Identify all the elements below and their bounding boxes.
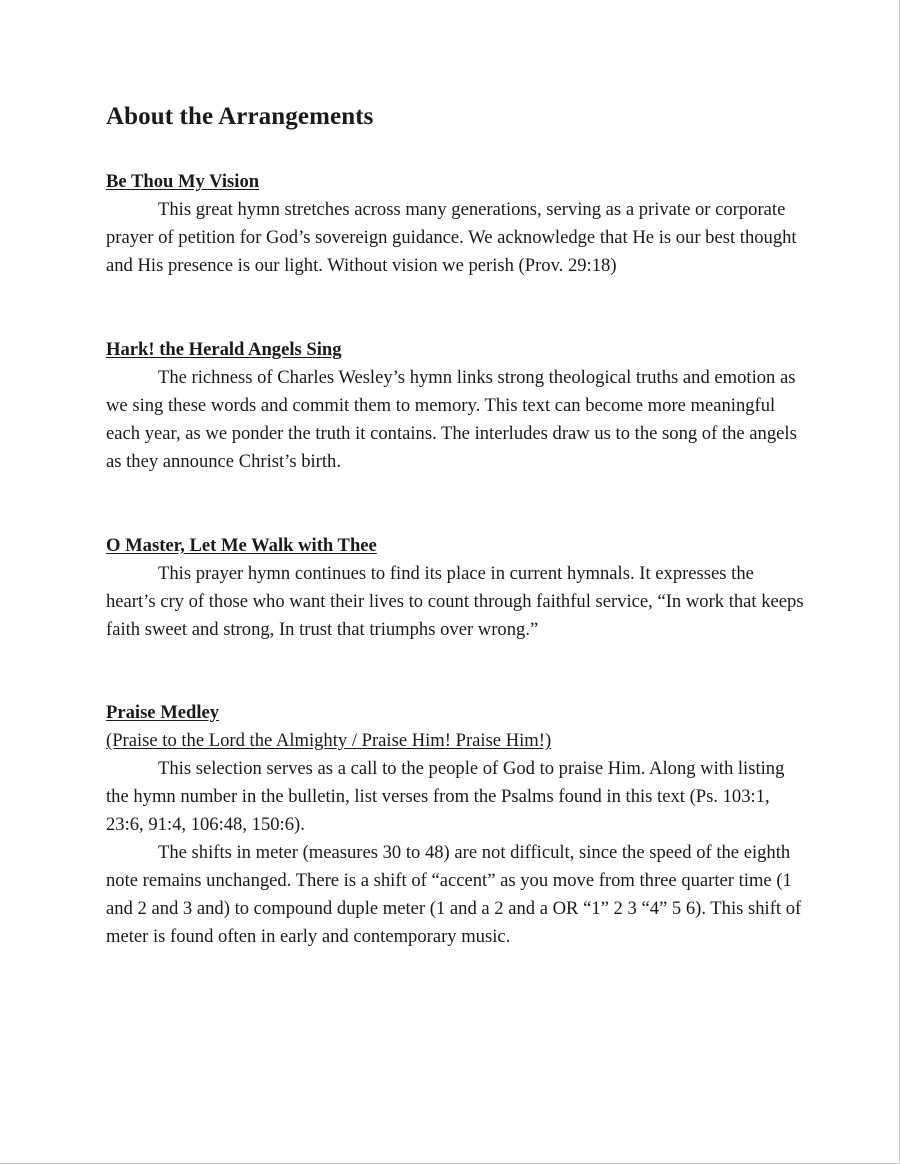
section-paragraph: The richness of Charles Wesley’s hymn links strong theological truths and emotion as we sing these words and commit them to memory. This text can become more meaningful each year, as we ponder the truth it contains. The interludes draw us to the song of the angels as they announce Christ’s birth.	[106, 367, 797, 472]
section-paragraph: This great hymn stretches across many generations, serving as a private or corporate prayer of petition for God’s sovereign guidance. We acknowledge that He is our best thought and His presence is our light. Without vision we perish (Prov. 29:18)	[106, 199, 797, 276]
section-title: Hark! the Herald Angels Sing	[106, 339, 342, 360]
section-hark-the-herald-angels-sing	[106, 336, 806, 476]
section-praise-medley	[106, 699, 806, 951]
section-paragraph: This prayer hymn continues to find its place in current hymnals. It expresses the heart’s cry of those who want their lives to count through faithful service, “In work that keeps faith sweet and strong, In trust that triumphs over wrong.”	[106, 563, 804, 640]
section-be-thou-my-vision	[106, 168, 806, 280]
section-paragraph: The shifts in meter (measures 30 to 48) are not difficult, since the speed of the eighth note remains unchanged. There is a shift of “accent” as you move from three quarter time (1 and 2 and 3 and) to compound duple meter (1 and a 2 and a OR “1” 2 3 “4” 5 6). This shift of meter is found often in early and contemporary music.	[106, 842, 802, 947]
section-title: Be Thou My Vision	[106, 171, 260, 192]
section-title: Praise Medley	[106, 702, 220, 723]
page-title: About the Arrangements	[106, 103, 374, 130]
section-subtitle: (Praise to the Lord the Almighty / Praise Him! Praise Him!)	[106, 730, 552, 751]
section-title: O Master, Let Me Walk with Thee	[106, 535, 377, 556]
document-content	[106, 100, 806, 951]
section-paragraph: This selection serves as a call to the people of God to praise Him. Along with listing the hymn number in the bulletin, list verses from the Psalms found in this text (Ps. 103:1, 23:6, 91:4, 106:48, 150:6).	[106, 758, 785, 835]
section-o-master-let-me-walk-with-thee	[106, 532, 806, 644]
